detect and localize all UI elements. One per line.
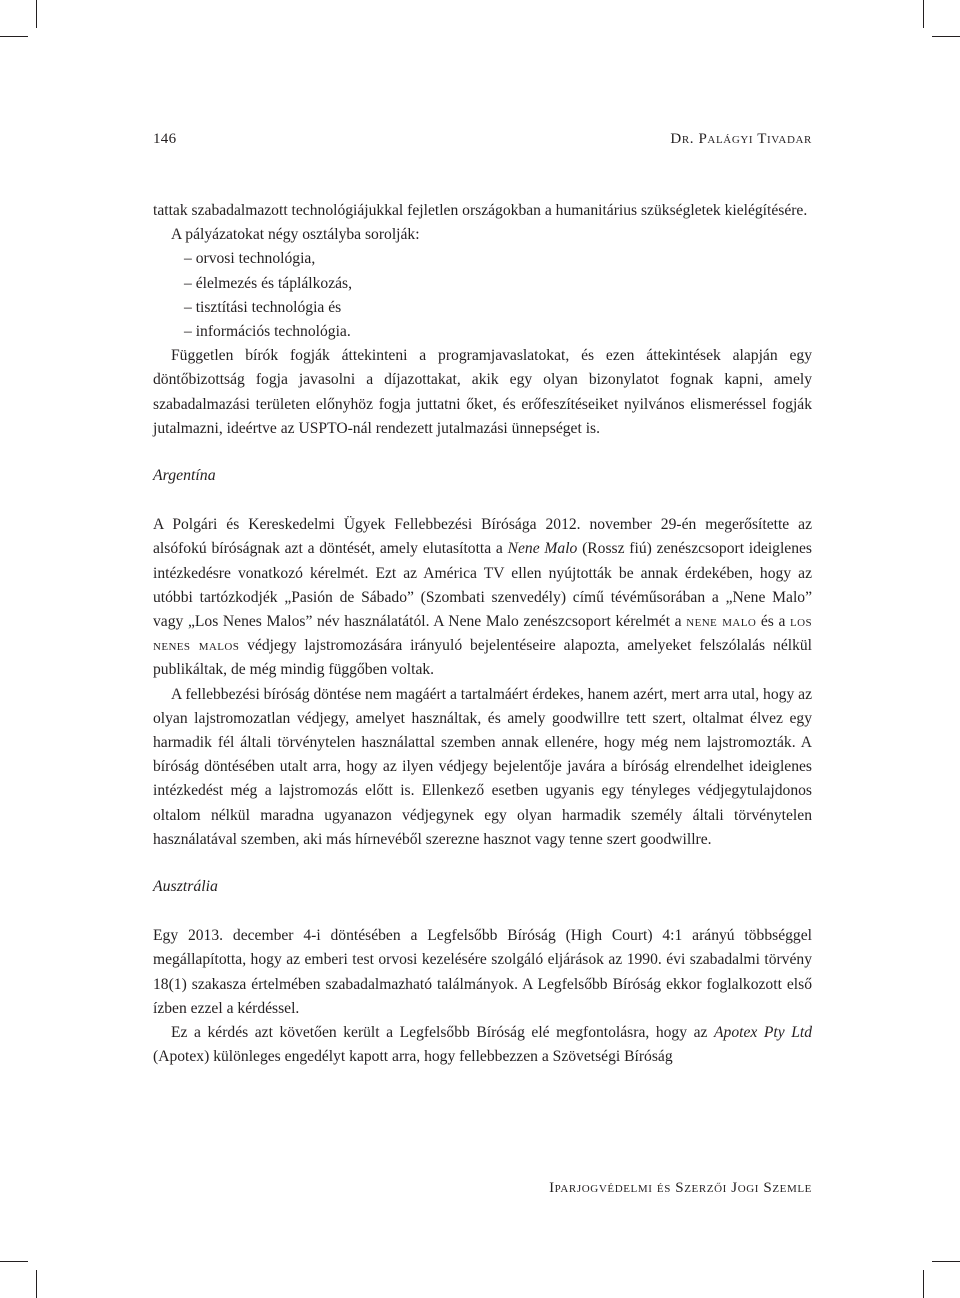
text-span: A Polgári és Kereskedelmi Ügyek Fellebbezési Bírósága 2012. november 29-én megerősítette az alsófokú bíróságnak azt a döntését, amely elutasította a xyxy=(153,516,812,558)
list-item: – tisztítási technológia és xyxy=(153,296,812,320)
text-span: és a xyxy=(756,613,791,631)
australia-paragraph-2 xyxy=(153,1021,812,1069)
italic-company-name: Apotex Pty Ltd xyxy=(714,1024,813,1042)
list-item: – információs technológia. xyxy=(153,320,812,344)
crop-mark-top-left-h xyxy=(0,36,28,37)
smallcaps-trademark: nene malo xyxy=(686,613,757,631)
crop-mark-bottom-left-h xyxy=(0,1261,28,1262)
page-number: 146 xyxy=(153,131,177,147)
list-item: – orvosi technológia, xyxy=(153,247,812,271)
crop-mark-top-right-h xyxy=(932,36,960,37)
crop-mark-bottom-right-v xyxy=(923,1270,924,1298)
intro-paragraph-2: A pályázatokat négy osztályba sorolják: xyxy=(171,226,420,244)
argentina-paragraph-2: A fellebbezési bíróság döntése nem magáért a tartalmáért érdekes, hanem azért, mert arra utal, hogy az olyan lajstromozatlan védjegy, amelyet használtak, és amely goodwillre tett szert, oltalmat élvez egy harmadik fél általi törvénytelen használattal szemben annak ellenére, hogy még nem lajstromozták. A bíróság döntésében utalt arra, hogy az ilyen védjegy bejelentője javára a bíróság elrendelhet ideiglenes intézkedést még a lajstromozás előtt is. Ellenkező esetben ugyanis egy tényleges védjegytulajdonos oltalom nélkül maradna ugyanazon védjegynek egy olyan harmadik személy általi törvénytelen használatával szemben, aki más hírnevéből szerezne hasznot vagy tenne szert goodwillre. xyxy=(153,685,812,848)
text-span: (Rossz fiú) zenészcsoport ideiglenes intézkedésre vonatkozó kérelmét. Ezt az América TV ellen nyújtották be annak érdekében, hogy az utóbbi tartózkodjék „Pasión de Sábado” (Szombati szenvedély) című tévéműsorában a „Nene Malo” vagy „Los Nenes Malos” név használatától. A Nene Malo zenészcsoport kérelmét a xyxy=(153,540,813,631)
category-list xyxy=(153,247,812,344)
italic-name: Nene Malo xyxy=(507,540,578,558)
crop-mark-bottom-right-h xyxy=(932,1261,960,1262)
list-item: – élelmezés és táplálkozás, xyxy=(153,272,812,296)
text-span: (Apotex) különleges engedélyt kapott arra, hogy fellebbezzen a Szövetségi Bíróság xyxy=(153,1048,673,1066)
intro-paragraph-3: Független bírók fogják áttekinteni a programjavaslatokat, és ezen áttekintések alapján egy döntőbizottság fogja javasolni a díjazottakat, akik egy olyan bizonylatot fognak kapni, amely szabadalmazási területen előnyhöz fogja juttatni őket, és erőfeszítéseiket nyilvános elismeréssel fogják jutalmazni, ideértve az USPTO-nál rendezett jutalmazási ünnepséget is. xyxy=(153,347,812,437)
text-span: védjegy lajstromozására irányuló bejelentéseire alapozta, amelyeket felszólalás nélkül publikáltak, de még mindig függőben voltak. xyxy=(153,637,813,679)
argentina-paragraph-1 xyxy=(153,513,812,682)
intro-paragraph-1: tattak szabadalmazott technológiájukkal fejletlen országokban a humanitárius szükségletek kielégítésére. xyxy=(153,202,808,219)
main-text xyxy=(153,199,812,1070)
text-span: Ez a kérdés azt követően került a Legfelsőbb Bíróság elé megfontolásra, hogy az xyxy=(171,1024,714,1042)
running-head-author: Dr. Palágyi Tivadar xyxy=(670,131,812,147)
smallcaps-trademark: los nenes malos xyxy=(153,613,812,655)
section-heading-argentina: Argentína xyxy=(153,467,216,485)
crop-mark-top-right-v xyxy=(923,0,924,28)
crop-mark-bottom-left-v xyxy=(36,1270,37,1298)
crop-mark-top-left-v xyxy=(36,0,37,28)
running-foot-journal: Iparjogvédelmi és Szerzői Jogi Szemle xyxy=(549,1180,812,1196)
australia-paragraph-1: Egy 2013. december 4-i döntésében a Legfelsőbb Bíróság (High Court) 4:1 arányú többséggel megállapította, hogy az emberi test orvosi kezelésére szolgáló eljárások az 1990. évi szabadalmi törvény 18(1) szakasza értelmében szabadalmazható találmányok. A Legfelsőbb Bíróság ekkor foglalkozott első ízben ezzel a kérdéssel. xyxy=(153,927,812,1017)
section-heading-australia: Ausztrália xyxy=(153,878,218,896)
